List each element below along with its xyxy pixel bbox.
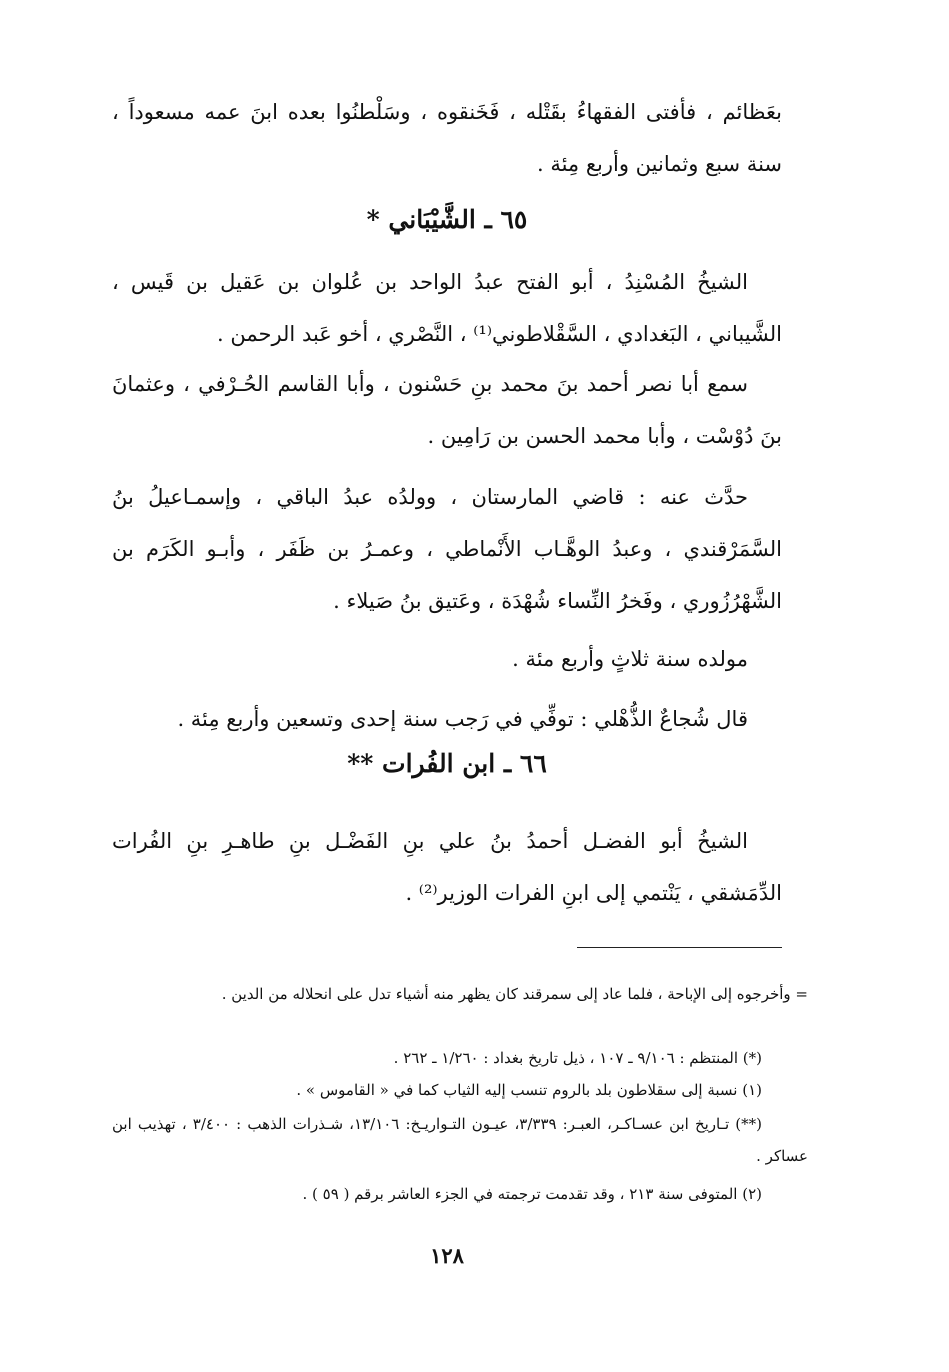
entry-65-heading: ٦٥ ـ الشَّيْبَاني * [366,205,528,234]
footnote-double-star: (**) تـاريخ ابن عسـاكـر، العبـر: ٣/٣٣٩، عيـون التـواريـخ: ١٣/١٠٦، شـذرات الذهب : ٣/٤٠٠ ، تهذيب ابن عساكر . [112,1115,808,1165]
continuation-paragraph: بعَظائم ، فأفتى الفقهاءُ بقَتْله ، فَخَنقوه ، وسَلْطنُوا بعده ابنَ عمه مسعوداً ، سنة سبع وثمانين وأربع مِئة . [112,100,782,176]
page-number: ١٢٨ [430,1243,464,1268]
footnote-separator [577,947,782,948]
entry-66-name-paragraph: الشيخُ أبو الفضـل أحمدُ بنُ علي بنِ الفَضْـل بنِ طاهـرِ بنِ الفُرات الدِّمَشقي ، يَنْتمي إلى ابنِ الفرات الوزير⁽²⁾ . [112,829,782,905]
footnote-continued: = وأخرجوه إلى الإباحة ، فلما عاد إلى سمرقند كان يظهر منه أشياء تدل على انحلاله من الدين . [221,985,808,1003]
footnote-2: (٢) المتوفى سنة ٢١٣ ، وقد تقدمت ترجمته في الجزء العاشر برقم ( ٥٩ ) . [302,1185,762,1203]
entry-65-birth-paragraph: مولده سنة ثلاثٍ وأربع مئة . [512,647,748,671]
entry-65-death-paragraph: قال شُجاعٌ الذُّهْلي : توفِّي في رَجب سنة إحدى وتسعين وأربع مِئة . [177,707,748,731]
entry-66-heading: ٦٦ ـ ابن الفُرات ** [347,749,547,778]
entry-65-teachers-paragraph: سمع أبا نصر أحمد بنَ محمد بنِ حَسْنون ، وأبا القاسم الحُـرْفي ، وعثمانَ بنَ دُوْسْت ، وأبا محمد الحسن بن رَامِين . [112,372,782,448]
footnote-star: (*) المنتظم : ٩/١٠٦ ـ ١٠٧ ، ذيل تاريخ بغداد : ١/٢٦٠ ـ ٢٦٢ . [393,1049,762,1067]
entry-65-students-paragraph: حدَّث عنه : قاضي المارستان ، وولدُه عبدُ الباقي ، وإسمـاعيلُ بنُ السَّمَرْقندي ، وعبدُ الوهَّـاب الأَنْماطي ، وعمـرُ بن ظَفَر ، وأبـو الكَرَم بن الشَّهْرُزُوري ، وفَخرُ النِّساء شُهْدَة ، وعَتيق بنُ صَيلاء . [112,485,782,613]
footnote-1: (١) نسبة إلى سقلاطون بلد بالروم تنسب إليه الثياب كما في « القاموس » . [296,1081,762,1099]
entry-65-name-paragraph: الشيخُ المُسْنِدُ ، أبو الفتح عبدُ الواحد بن عُلوان بن عَقيل بن قَيس ، الشَّيباني ، البَغدادي ، السَّقْلاطوني⁽¹⁾ ، النَّصْري ، أخو عَبد الرحمن . [112,270,782,346]
